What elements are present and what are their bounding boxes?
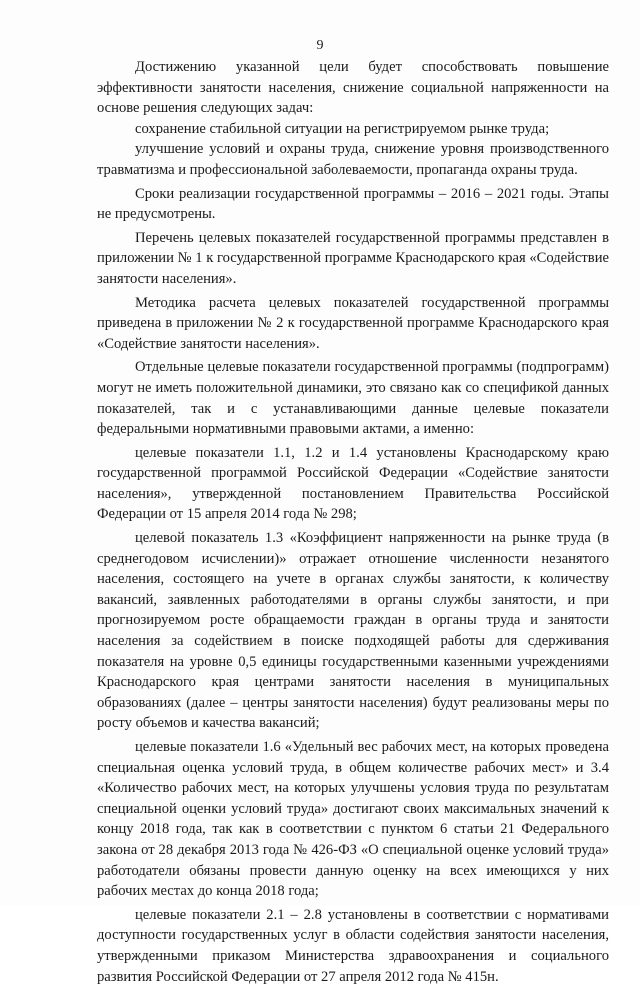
page-number: 9 [316, 38, 324, 53]
paragraph-task-safety: улучшение условий и охраны труда, снижение уровня производственного травматизма и профессиональной заболеваемости, пропаганда охраны труда. [97, 141, 609, 178]
paragraph-timeframe: Сроки реализации государственной программы – 2016 – 2021 годы. Этапы не предусмотрены. [97, 185, 609, 223]
paragraph-indicators-1-1: целевые показатели 1.1, 1.2 и 1.4 установлены Краснодарскому краю государственной программой Российской Федерации «Содействие занятости населения», утвержденной постановлением Правительства Российской Федерации от 15 апреля 2014 года № 298; [97, 444, 609, 523]
paragraph-goal: Достижению указанной цели будет способствовать повышение эффективности занятости населения, снижение социальной напряженности на основе решения следующих задач: [97, 59, 609, 117]
paragraph-task-stability: сохранение стабильной ситуации на регистрируемом рынке труда; [135, 120, 550, 137]
paragraph-indicators-2-1: целевые показатели 2.1 – 2.8 установлены в соответствии с нормативами доступности государственных услуг в области содействия занятости населения, утвержденными приказом Министерства здравоохранения и социального развития Российской Федерации от 27 апреля 2012 года № 415н. [97, 906, 609, 985]
paragraph-indicator-list: Перечень целевых показателей государственной программы представлен в приложении № 1 к государственной программе Краснодарского края «Содействие занятости населения». [97, 229, 609, 287]
paragraph-dynamics: Отдельные целевые показатели государственной программы (подпрограмм) могут не иметь положительной динамики, это связано как со спецификой данных показателей, так и с устанавливающими данные целевые показатели федеральными нормативными правовыми актами, а именно: [97, 359, 609, 438]
paragraph-methodology: Методика расчета целевых показателей государственной программы приведена в приложении № 2 к государственной программе Краснодарского края «Содействие занятости населения». [97, 294, 609, 352]
paragraph-indicator-1-3: целевой показатель 1.3 «Коэффициент напряженности на рынке труда (в среднегодовом исчислении)» отражает отношение численности незанятого населения, состоящего на учете в органах службы занятости, к количеству вакансий, заявленных работодателями в органы службы занятости, и при прогнозируемом росте обращаемости граждан в органы труда и занятости населения за содействием в поиске подходящей работы для сдерживания показателя на уровне 0,5 единицы государственными казенными учреждениями Краснодарского края центрами занятости населения в муниципальных образованиях (далее – центры занятости населения) будут реализованы меры по росту объемов и качества вакансий; [97, 530, 609, 732]
document-body [97, 57, 609, 987]
paragraph-indicators-1-6: целевые показатели 1.6 «Удельный вес рабочих мест, на которых проведена специальная оценка условий труда, в общем количестве рабочих мест» и 3.4 «Количество рабочих мест, на которых улучшены условия труда по результатам специальной оценки условий труда» достигают своих максимальных значений к концу 2018 года, так как в соответствии с пунктом 6 статьи 21 Федерального закона от 28 декабря 2013 года № 426-ФЗ «О специальной оценке условий труда» работодатели обязаны провести данную оценку на всех имеющихся у них рабочих местах до конца 2018 года; [97, 739, 609, 900]
